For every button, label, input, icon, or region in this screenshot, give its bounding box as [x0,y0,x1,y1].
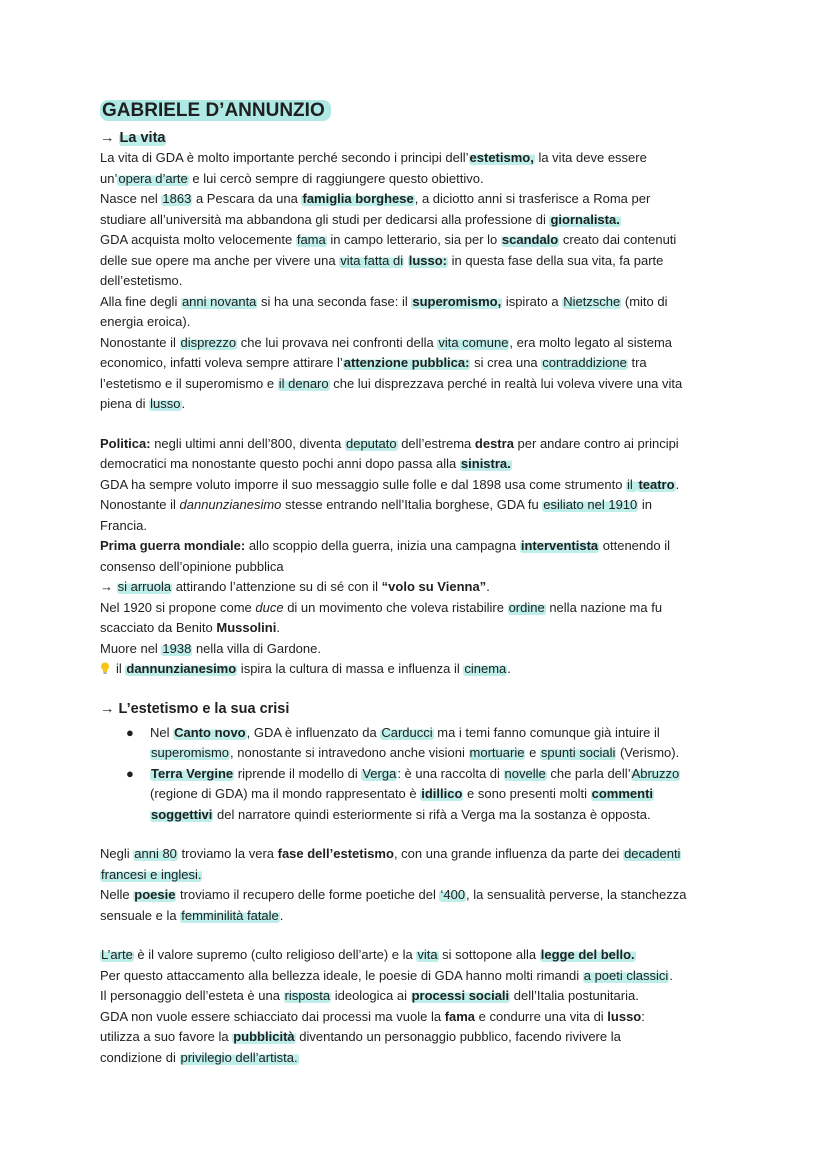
heading-estetismo [100,699,768,719]
highlighted-term: Verga [362,765,397,781]
text-run: Per questo attaccamento alla bellezza ideale, le poesie di GDA hanno molti rimandi [100,967,583,983]
text-line [100,618,768,639]
text-line [100,312,768,333]
highlighted-term: si arruola [117,579,172,594]
text-run: piena di [100,396,150,411]
text-line [150,723,768,744]
bold-term: Mussolini [216,620,277,635]
highlighted-term: decadenti [624,846,681,861]
text-run: delle sue opere ma anche per vivere una [100,252,340,268]
highlighted-term: privilegio dell’artista. [180,1049,298,1065]
text-run: ispira la cultura di massa e influenza il [237,661,464,676]
text-run: un’ [100,170,118,186]
highlighted-term: Terra Vergine [151,765,234,781]
text-line [100,844,768,865]
highlighted-term: lusso: [408,252,448,268]
list-item [126,764,768,826]
highlighted-term: estetismo, [469,150,534,165]
text-line [100,374,768,395]
italic-term: dannunzianesimo [179,497,282,512]
highlighted-term: mortuarie [469,745,525,760]
text-run: in questa fase della sua vita, fa parte [448,252,664,268]
highlighted-term: ordine [508,599,545,615]
text-line [100,292,768,313]
highlighted-term: poesie [134,887,176,902]
highlighted-term: famiglia borghese [302,191,414,206]
bullet-list [100,723,768,826]
highlighted-term: dannunzianesimo [126,661,237,676]
text-line [100,230,768,251]
text-line [100,169,768,190]
highlighted-term: teatro [638,476,675,492]
bold-term: destra [474,435,514,451]
text-run: di un movimento che voleva ristabilire [283,599,508,615]
text-run: ottenendo il [599,538,670,553]
highlighted-term: superomismo, [412,293,502,309]
text-run: si sottopone alla [438,947,540,962]
text-run: : è una raccolta di [397,765,504,781]
text-run: GDA acquista molto velocemente [100,232,296,247]
text-run: dell’estrema [397,435,475,451]
highlighted-term: fama [296,232,326,247]
text-run: si crea una [470,355,542,370]
text-line [100,536,768,557]
heading-la-vita [100,128,768,148]
text-line [100,394,768,415]
text-run: . [486,579,490,594]
text-run: diventando un personaggio pubblico, facendo rivivere la [295,1029,621,1044]
highlighted-term: 1938 [162,640,192,656]
text-line [100,945,768,966]
text-line [100,210,768,231]
highlighted-term: francesi e inglesi. [101,866,202,882]
text-run: sensuale e la [100,907,181,923]
text-run: Nasce nel [100,191,162,206]
highlighted-term: anni novanta [181,293,257,309]
text-run: condizione di [100,1049,180,1065]
spacer [100,825,768,844]
highlighted-term: idillico [421,786,463,801]
arrow-icon: → [100,700,115,717]
highlighted-term: deputato [345,435,397,451]
text-run: dell’estetismo. [100,273,183,288]
paragraph-arte [100,945,768,1068]
italic-term: duce [255,599,284,615]
text-run: , la sensualità perverse, la stanchezza [466,887,687,902]
text-run: studiare all’università ma abbandona gli studi per dedicarsi alla professione di [100,211,550,227]
text-run: del narratore quindi esteriormente si rifà a Verga ma la sostanza è opposta. [213,806,651,822]
text-line [100,495,768,516]
text-run: stesse entrando nell’Italia borghese, GDA fu [281,497,543,512]
highlighted-term: disprezzo [180,334,237,350]
text-run: e condurre una vita di [475,1008,608,1024]
title-highlight: GABRIELE D’ANNUNZIO [100,100,331,121]
text-run: a Pescara da una [192,191,302,206]
text-line [100,1007,768,1028]
text-run: GDA non vuole essere schiacciato dai processi ma vuole la [100,1008,445,1024]
text-run: creato dai contenuti [559,232,677,247]
text-line [100,577,768,598]
text-run: (regione di GDA) ma il mondo rappresentato è [150,786,421,801]
highlighted-term: sinistra. [460,456,511,471]
text-run: troviamo la vera [177,846,278,861]
text-run: . [507,661,511,676]
text-line [100,885,768,906]
text-run: , GDA è influenzato da [246,724,381,740]
heading-text: La vita [119,130,166,146]
bold-term: Prima guerra mondiale: [100,538,246,553]
highlighted-term: processi sociali [411,988,510,1003]
heading-text: L’estetismo e la sua crisi [118,700,290,717]
text-run: . [675,476,680,492]
text-run: Nonostante il [100,334,180,350]
text-run: e sono presenti molti [463,786,591,801]
text-line [100,639,768,660]
text-line [100,333,768,354]
text-run: : [641,1008,645,1024]
text-run: , con una grande influenza da parte dei [393,846,624,861]
text-run: . [279,907,284,923]
text-run: tra [627,355,647,370]
text-run: consenso dell’opinione pubblica [100,558,284,574]
text-line [100,251,768,272]
highlighted-term: vita [417,947,438,962]
bullet-icon: ● [126,724,134,740]
highlighted-term: esiliato nel 1910 [543,497,638,512]
text-run: , nonostante si intravedono anche visioni [230,745,469,760]
text-run: democratici ma nonostante questo pochi anni dopo passa alla [100,456,460,471]
text-run: allo scoppio della guerra, inizia una campagna [245,538,520,553]
highlighted-term: Carducci [381,724,433,740]
page-title [100,98,768,124]
text-run: La vita di GDA è molto importante perché secondo i principi dell’ [100,150,469,165]
text-line [100,148,768,169]
text-line [100,906,768,927]
text-run: Alla fine degli [100,293,181,309]
text-run: si ha una seconda fase: il [257,293,412,309]
highlighted-term: giornalista. [550,211,620,227]
spacer [100,415,768,434]
text-line [100,434,768,455]
text-line [100,865,768,886]
text-run: . [669,967,673,983]
highlighted-term: commenti [591,786,654,801]
text-run: . [181,396,186,411]
text-line [100,475,768,496]
highlighted-term: superomismo [151,745,230,760]
text-line [150,805,768,826]
highlighted-term: vita fatta di [340,252,404,268]
highlighted-term: contraddizione [542,355,627,370]
highlighted-term: interventista [520,538,599,553]
highlighted-term: cinema [464,661,507,676]
highlighted-term: femminilità fatale [181,907,279,923]
text-run: , era molto legato al sistema [509,334,672,350]
text-line [100,966,768,987]
highlighted-term: attenzione pubblica: [343,355,470,370]
paragraph-anni80 [100,844,768,926]
text-run: Nel [150,724,174,740]
bold-term: fama [444,1008,476,1024]
text-line [100,557,768,578]
highlighted-term: scandalo [501,232,559,247]
text-run: Negli [100,846,134,861]
bold-term: “volo su Vienna” [381,579,487,594]
text-run: riprende il modello di [234,765,362,781]
text-run: nella nazione ma fu [545,599,663,615]
highlighted-term: il [627,476,637,492]
text-run: che lui disprezzava perché in realtà lui voleva vivere una vita [329,375,683,391]
highlighted-term: 1863 [162,191,192,206]
text-line [100,516,768,537]
text-run: in [638,497,652,512]
text-run: la vita deve essere [534,150,647,165]
text-run: GDA ha sempre voluto imporre il suo messaggio sulle folle e dal 1898 usa come strumento [100,476,627,492]
spacer [100,926,768,945]
text-run: Nel 1920 si propone come [100,599,256,615]
text-line [150,784,768,805]
text-run: , a diciotto anni si trasferisce a Roma per [414,191,651,206]
text-line [100,271,768,292]
highlighted-term: spunti sociali [540,745,616,760]
text-run: utilizza a suo favore la [100,1029,233,1044]
text-run: ma i temi fanno comunque già intuire il [433,724,660,740]
list-item [126,723,768,764]
highlighted-term: Canto novo [174,724,246,740]
text-run: in campo letterario, sia per lo [326,232,501,247]
text-run: Francia. [100,517,147,533]
text-line [100,659,768,680]
arrow-icon: → [100,130,115,146]
bullet-icon: ● [126,765,134,781]
text-run: che lui provava nei confronti della [237,334,438,350]
text-run: nella villa di Gardone. [192,640,321,656]
highlighted-term: il denaro [278,375,329,391]
text-run: economico, infatti voleva sempre attirare l’ [100,355,343,370]
highlighted-term: a poeti classici [583,967,669,983]
text-run: troviamo il recupero delle forme poetiche del [176,887,440,902]
highlighted-term: lusso [150,396,181,411]
paragraph-vita [100,148,768,415]
highlighted-term: vita comune [438,334,509,350]
text-run: scacciato da Benito [100,620,217,635]
text-run: è il valore supremo (culto religioso dell’arte) e la [133,947,417,962]
text-run: (Verismo). [616,745,680,760]
text-line [100,353,768,374]
highlighted-term: Nietzsche [563,293,621,309]
bold-term: lusso [607,1008,642,1024]
text-line [100,1048,768,1069]
text-run: → [100,579,117,594]
highlighted-term: soggettivi [151,806,213,822]
lightbulb-icon [100,662,110,675]
highlighted-term: novelle [504,765,546,781]
text-run: Nonostante il [100,497,180,512]
text-run: ispirato a [502,293,563,309]
highlighted-term: pubblicità [233,1029,295,1044]
text-run: (mito di [621,293,668,309]
text-run: l’estetismo e il superomismo e [100,375,278,391]
text-run: Nelle [100,887,134,902]
text-line [150,743,768,764]
text-run: Muore nel [100,640,162,656]
text-line [100,1027,768,1048]
text-line [100,454,768,475]
text-run: attirando l’attenzione su di sé con il [172,579,382,594]
spacer [100,680,768,699]
text-run: Il personaggio dell’esteta è una [100,988,284,1003]
text-line [100,598,768,619]
highlighted-term: opera d’arte [118,170,188,186]
text-run: il [116,661,126,676]
text-run: per andare contro ai principi [513,435,679,451]
highlighted-term: anni 80 [134,846,177,861]
highlighted-term: L’arte [101,947,133,962]
paragraph-politica [100,434,768,680]
highlighted-term: legge del bello. [540,947,635,962]
text-line [100,189,768,210]
text-run: . [276,620,280,635]
text-run: che parla dell’ [546,765,631,781]
text-run: energia eroica). [100,314,191,329]
highlighted-term: risposta [284,988,331,1003]
text-line [150,764,768,785]
text-run: ideologica ai [331,988,411,1003]
text-line [100,986,768,1007]
text-run: e lui cercò sempre di raggiungere questo obiettivo. [188,170,484,186]
text-run: negli ultimi anni dell’800, diventa [150,435,345,451]
bold-term: fase dell’estetismo [277,846,394,861]
bold-term: Politica: [100,435,151,451]
highlighted-term: Abruzzo [631,765,680,781]
text-run: dell’Italia postunitaria. [510,988,639,1003]
text-run: e [525,745,540,760]
highlighted-term: ‘400 [440,887,466,902]
